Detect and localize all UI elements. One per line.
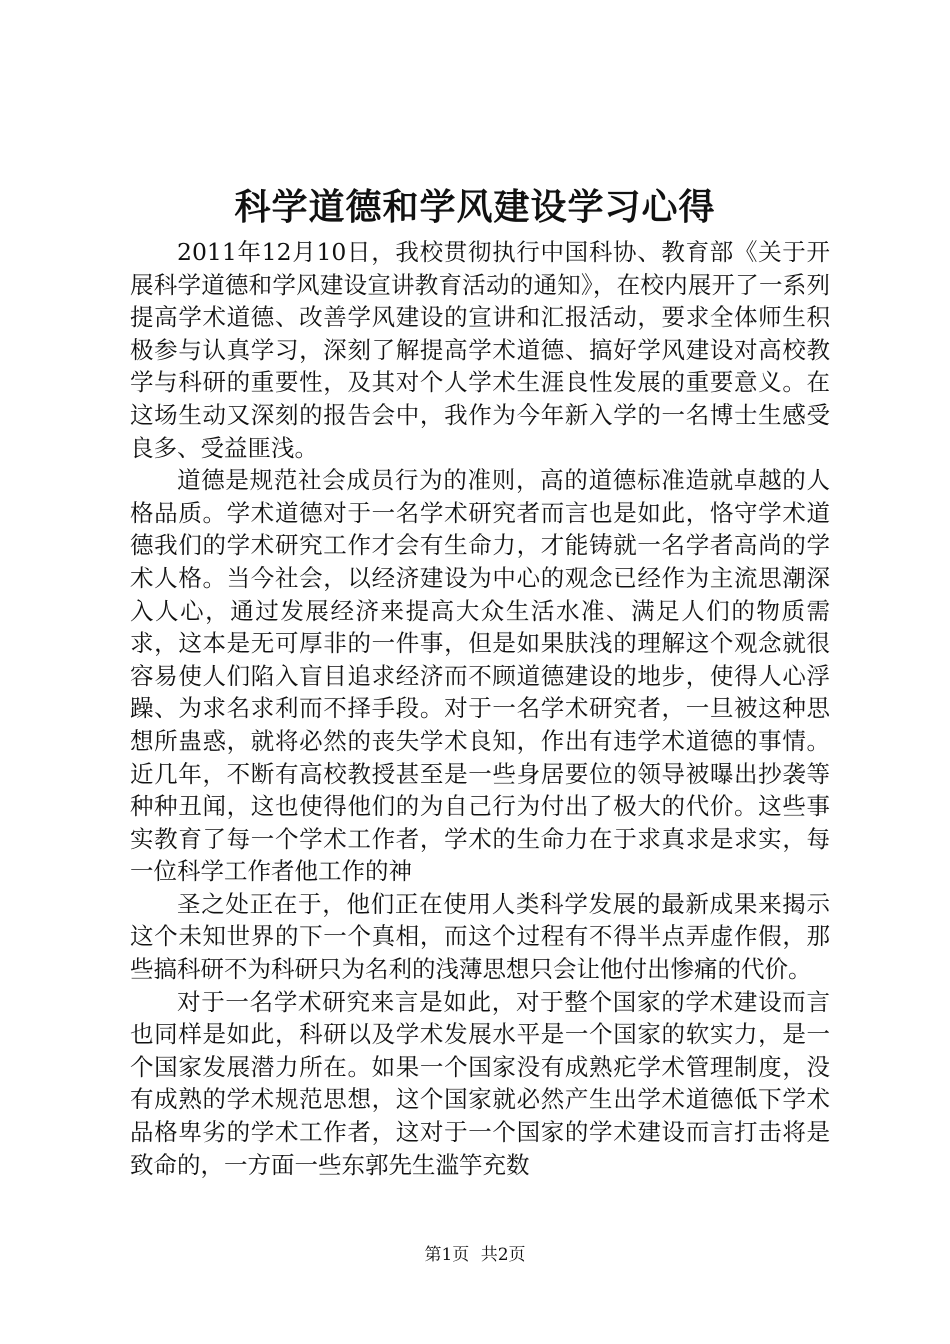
- page-number: 第1页: [424, 1245, 470, 1265]
- paragraph-2: 道德是规范社会成员行为的准则，高的道德标准造就卓越的人格品质。学术道德对于一名学术研究者而言也是如此，恪守学术道德我们的学术研究工作才会有生命力，才能铸就一名学者高尚的学术人格。当今社会，以经济建设为中心的观念已经作为主流思潮深入人心，通过发展经济来提高大众生活水准、满足人们的物质需求，这本是无可厚非的一件事，但是如果肤浅的理解这个观念就很容易使人们陷入盲目追求经济而不顾道德建设的地步，使得人心浮躁、为求名求利而不择手段。对于一名学术研究者，一旦被这种思想所蛊惑，就将必然的丧失学术良知，作出有违学术道德的事情。近几年，不断有高校教授甚至是一些身居要位的领导被曝出抄袭等种种丑闻，这也使得他们的为自己行为付出了极大的代价。这些事实教育了每一个学术工作者，学术的生命力在于求真求是求实，每一位科学工作者他工作的神: [130, 466, 830, 886]
- document-body: [130, 236, 830, 1181]
- paragraph-1: 2011年12月10日，我校贯彻执行中国科协、教育部《关于开展科学道德和学风建设宣讲教育活动的通知》，在校内展开了一系列提高学术道德、改善学风建设的宣讲和汇报活动，要求全体师生积极参与认真学习，深刻了解提高学术道德、搞好学风建设对高校教学与科研的重要性，及其对个人学术生涯良性发展的重要意义。在这场生动又深刻的报告会中，我作为今年新入学的一名博士生感受良多、受益匪浅。: [130, 238, 830, 462]
- document-title: 科学道德和学风建设学习心得: [234, 186, 716, 228]
- page-footer: [0, 1244, 950, 1266]
- paragraph-3: 圣之处正在于，他们正在使用人类科学发展的最新成果来揭示这个未知世界的下一个真相，而这个过程有不得半点弄虚作假，那些搞科研不为科研只为名利的浅薄思想只会让他付出惨痛的代价。: [130, 889, 830, 984]
- page-total: 共2页: [480, 1245, 526, 1265]
- paragraph-4: 对于一名学术研究来言是如此，对于整个国家的学术建设而言也同样是如此，科研以及学术发展水平是一个国家的软实力，是一个国家发展潜力所在。如果一个国家没有成熟疕学术管理制度，没有成熟的学术规范思想，这个国家就必然产生出学术道德低下学术品格卑劣的学术工作者，这对于一个国家的学术建设而言打击将是致命的，一方面一些东郭先生滥竽充数: [130, 987, 830, 1179]
